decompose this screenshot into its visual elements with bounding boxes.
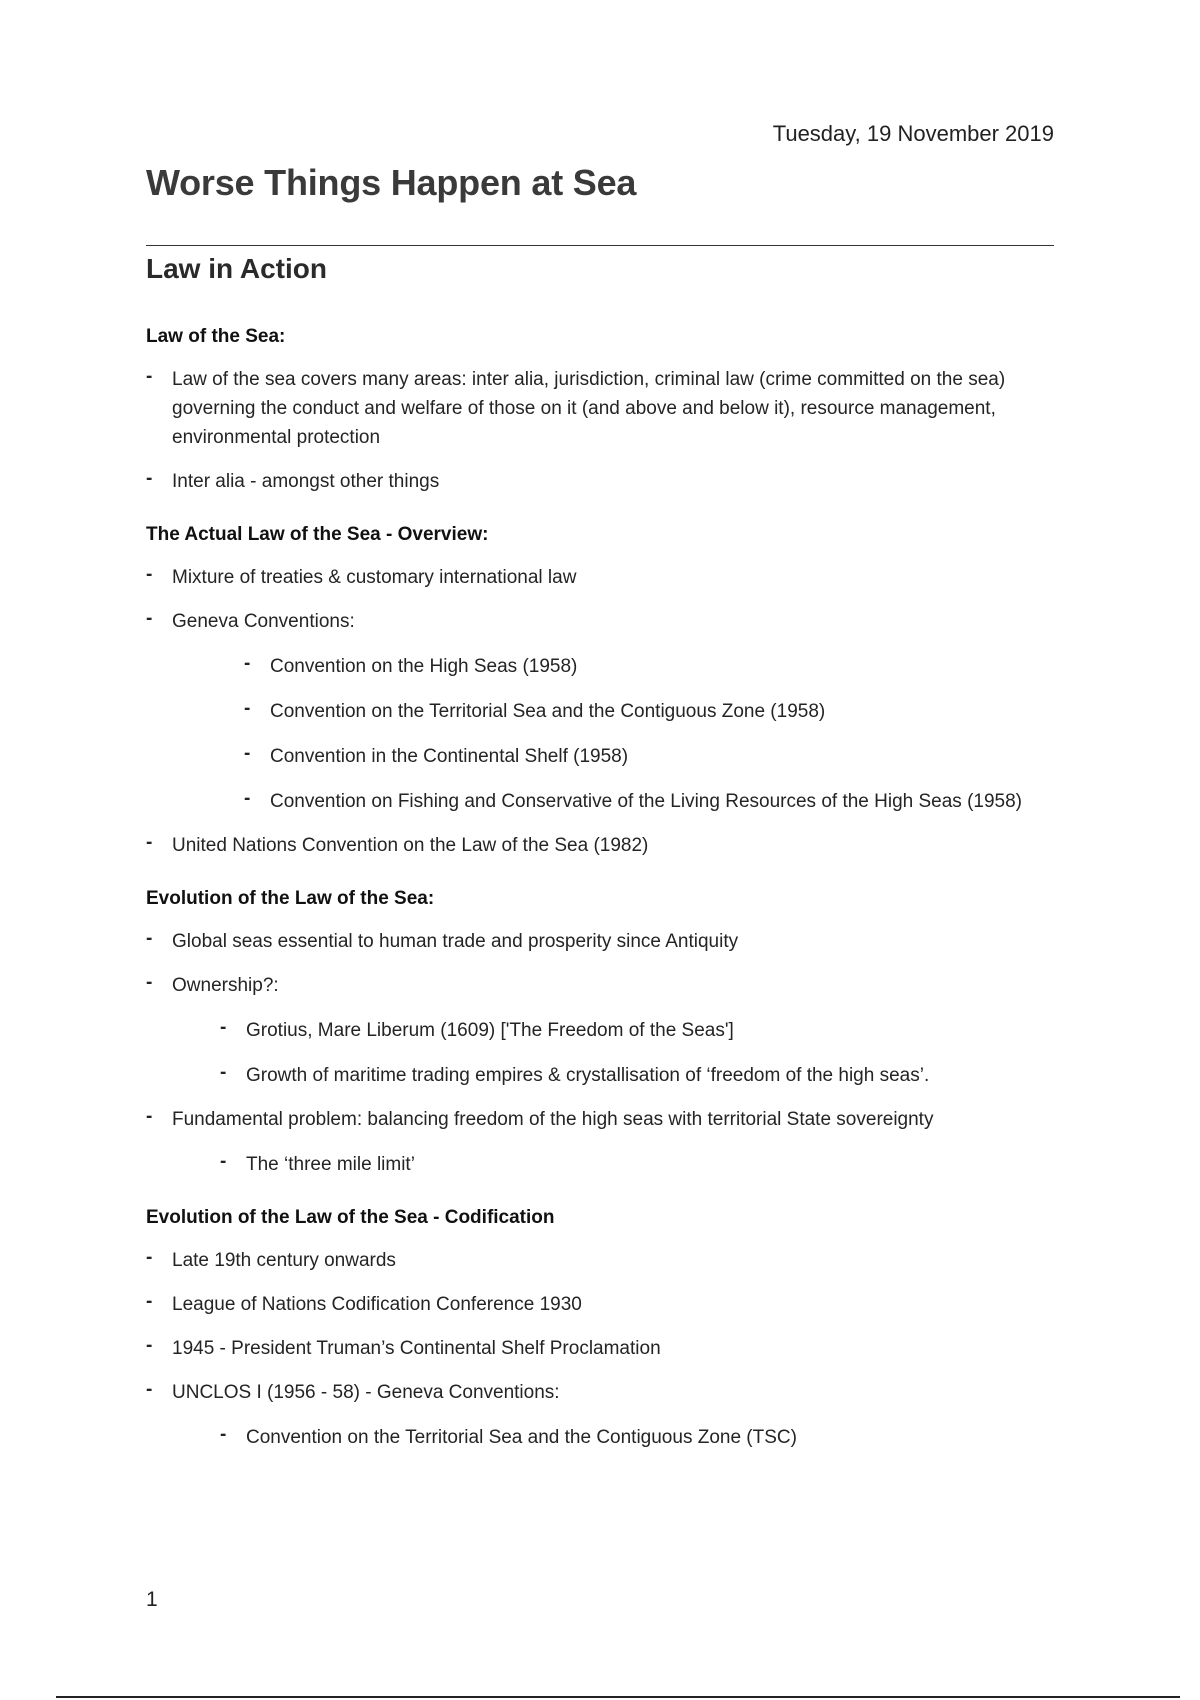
- sub-bullet-list: [270, 652, 1066, 816]
- sub-list-item: - Convention on Fishing and Conservative of the Living Resources of the High Seas (1958): [270, 787, 1066, 816]
- sub-list-item: - Grotius, Mare Liberum (1609) ['The Freedom of the Seas']: [246, 1016, 1066, 1045]
- sub-list-item: - Growth of maritime trading empires & crystallisation of ‘freedom of the high seas’.: [246, 1061, 1066, 1090]
- bullet-list: [146, 1246, 1066, 1452]
- sub-list-item: - The ‘three mile limit’: [246, 1150, 1066, 1179]
- document-date: Tuesday, 19 November 2019: [772, 121, 1054, 146]
- page-subtitle: Law in Action: [146, 253, 327, 284]
- page-title: Worse Things Happen at Sea: [146, 162, 637, 203]
- section-heading: Law of the Sea:: [146, 326, 286, 347]
- sub-list-item: - Convention on the Territorial Sea and the Contiguous Zone (TSC): [246, 1423, 1066, 1452]
- bullet-list: [146, 927, 1066, 1179]
- list-item-label: Fundamental problem: balancing freedom of the high seas with territorial State sovereignty: [172, 1109, 934, 1130]
- page-number: 1: [146, 1588, 158, 1611]
- section-heading: Evolution of the Law of the Sea - Codification: [146, 1207, 555, 1228]
- list-item: - Law of the sea covers many areas: inter alia, jurisdiction, criminal law (crime committed on the sea) governing the conduct and welfare of those on it (and above and below it), resource management, environmental protection: [146, 365, 1066, 452]
- list-item-ownership: [146, 971, 1066, 1090]
- sub-list-item: - Convention on the High Seas (1958): [270, 652, 1066, 681]
- list-item-label: Geneva Conventions:: [172, 611, 355, 632]
- section-evolution: [146, 884, 1066, 1179]
- list-item-problem: [146, 1105, 1066, 1179]
- list-item-unclos: [146, 1378, 1066, 1452]
- list-item: - Global seas essential to human trade and prosperity since Antiquity: [146, 927, 1066, 956]
- sub-bullet-list: [246, 1016, 1066, 1090]
- list-item-label: Ownership?:: [172, 975, 279, 996]
- title-divider: [146, 245, 1054, 246]
- document-body: [146, 322, 1066, 1476]
- list-item-label: UNCLOS I (1956 - 58) - Geneva Conventions:: [172, 1382, 560, 1403]
- list-item: - Inter alia - amongst other things: [146, 467, 1066, 496]
- section-overview: [146, 520, 1066, 860]
- section-heading: The Actual Law of the Sea - Overview:: [146, 524, 489, 545]
- section-law-of-the-sea: [146, 322, 1066, 496]
- list-item: - League of Nations Codification Conference 1930: [146, 1290, 1066, 1319]
- sub-list-item: - Convention on the Territorial Sea and the Contiguous Zone (1958): [270, 697, 1066, 726]
- sub-list-item: - Convention in the Continental Shelf (1958): [270, 742, 1066, 771]
- list-item: - 1945 - President Truman’s Continental Shelf Proclamation: [146, 1334, 1066, 1363]
- page-bottom-edge: [56, 1696, 1180, 1698]
- list-item: - Late 19th century onwards: [146, 1246, 1066, 1275]
- section-heading: Evolution of the Law of the Sea:: [146, 888, 435, 909]
- list-item: - Mixture of treaties & customary international law: [146, 563, 1066, 592]
- bullet-list: [146, 563, 1066, 860]
- sub-bullet-list: [246, 1150, 1066, 1179]
- list-item-geneva: [146, 607, 1066, 816]
- section-codification: [146, 1203, 1066, 1452]
- list-item: - United Nations Convention on the Law of the Sea (1982): [146, 831, 1066, 860]
- bullet-list: [146, 365, 1066, 496]
- sub-bullet-list: [246, 1423, 1066, 1452]
